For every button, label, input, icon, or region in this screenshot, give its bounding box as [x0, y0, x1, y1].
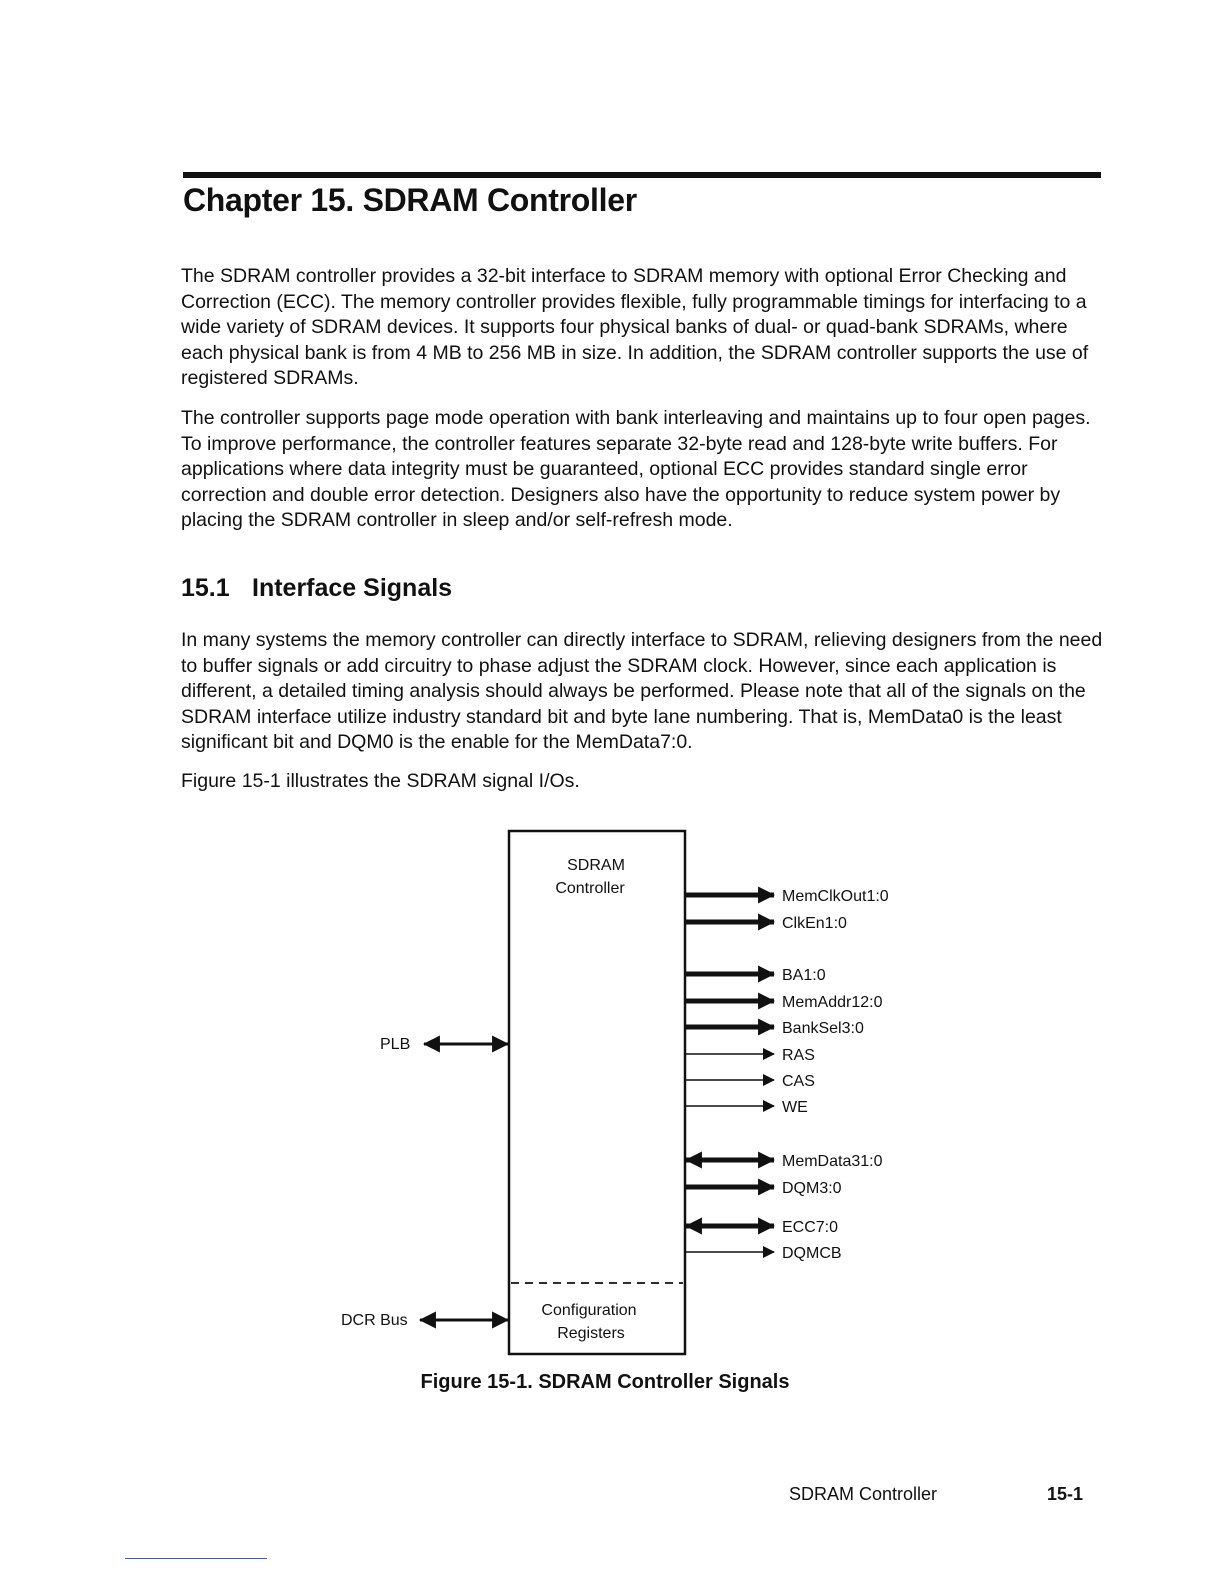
plb-label: PLB — [380, 1036, 411, 1053]
signal-dqmcb — [686, 1245, 842, 1262]
signal-label: ClkEn1:0 — [782, 915, 847, 932]
config-line1: Configuration — [541, 1302, 637, 1319]
signal-label: MemClkOut1:0 — [782, 888, 889, 905]
intro-paragraph-2: The controller supports page mode operation with bank interleaving and maintains up to four open pages. To improve performance, the controller features separate 32-byte read and 128-byte write buffers. For applications where data integrity must be guaranteed, optional ECC provides standard single error correction and double error detection. Designers also have the opportunity to reduce system power by placing the SDRAM controller in sleep and/or self-refresh mode. — [181, 407, 1091, 532]
signal-label: MemAddr12:0 — [782, 994, 883, 1011]
footer-page-number: 15-1 — [1047, 1484, 1084, 1504]
signal-clken1-0 — [686, 915, 847, 932]
signal-dqm3-0 — [686, 1180, 842, 1197]
footer-link-line — [125, 1558, 267, 1559]
signal-ba1-0 — [686, 967, 826, 984]
signal-label: DQMCB — [782, 1245, 842, 1262]
signal-label: WE — [782, 1099, 808, 1116]
dcr-bus-label: DCR Bus — [341, 1312, 408, 1329]
signal-label: MemData31:0 — [782, 1153, 883, 1170]
signal-ras — [686, 1047, 815, 1064]
footer-title: SDRAM Controller — [789, 1484, 938, 1504]
intro-paragraph-1: The SDRAM controller provides a 32-bit interface to SDRAM memory with optional Error Checking and Correction (ECC). The memory controller provides flexible, fully programmable timings for interfacing to a wide variety of SDRAM devices. It supports four physical banks of dual- or quad-bank SDRAMs, where each physical bank is from 4 MB to 256 MB in size. In addition, the SDRAM controller supports the use of registered SDRAMs. — [181, 265, 1089, 390]
section-paragraph-1: In many systems the memory controller can directly interface to SDRAM, relieving designers from the need to buffer signals or add circuitry to phase adjust the SDRAM clock. However, since each application is different, a detailed timing analysis should always be performed. Please note that all of the signals on the SDRAM interface utilize industry standard bit and byte lane numbering. That is, MemData0 is the least significant bit and DQM0 is the enable for the MemData7:0. — [181, 629, 1103, 754]
controller-block — [509, 831, 685, 1354]
block-title-line1: SDRAM — [567, 857, 625, 874]
section-number: 15.1 — [181, 574, 230, 602]
signal-ecc7-0 — [686, 1219, 838, 1236]
signal-cas — [686, 1073, 815, 1090]
figure-caption: Figure 15-1. SDRAM Controller Signals — [420, 1371, 790, 1393]
signal-label: CAS — [782, 1073, 815, 1090]
signal-label: ECC7:0 — [782, 1219, 839, 1236]
signal-memaddr12-0 — [686, 994, 883, 1011]
block-title-line2: Controller — [555, 880, 625, 897]
chapter-title: Chapter 15. SDRAM Controller — [183, 182, 637, 218]
signal-memdata31-0 — [686, 1153, 883, 1170]
section-paragraph-2: Figure 15-1 illustrates the SDRAM signal I/Os. — [181, 770, 580, 792]
signal-label: BA1:0 — [782, 967, 826, 984]
signal-memclkout1-0 — [686, 888, 889, 905]
config-line2: Registers — [557, 1325, 625, 1342]
section-title: Interface Signals — [252, 574, 453, 602]
signal-banksel3-0 — [686, 1020, 864, 1037]
signal-label: BankSel3:0 — [782, 1020, 864, 1037]
signal-label: RAS — [782, 1047, 815, 1064]
signal-we — [686, 1099, 808, 1116]
signal-label: DQM3:0 — [782, 1180, 842, 1197]
